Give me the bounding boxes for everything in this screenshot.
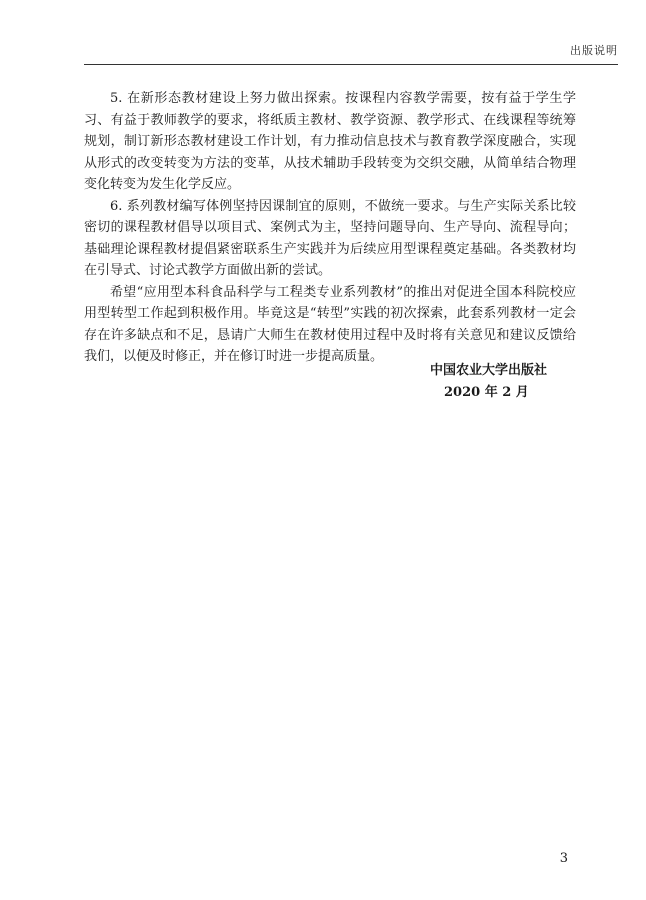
page-number: 3 — [559, 851, 568, 866]
paragraph-closing: 希望“应用型本科食品科学与工程类专业系列教材”的推出对促进全国本科院校应用型转型工作起到积极作用。毕竟这是“转型”实践的初次探索，此套系列教材一定会存在许多缺点和不足，恳请广大师生在教材使用过程中及时将有关意见和建议反馈给我们，以便及时修正，并在修订时进一步提高质量。 — [84, 284, 576, 364]
body-text — [84, 88, 576, 368]
running-head: 出版说明 — [570, 44, 618, 57]
publication-date: 2020 年 2 月 — [444, 385, 529, 400]
publisher-name: 中国农业大学出版社 — [430, 363, 548, 378]
paragraph-5: 5. 在新形态教材建设上努力做出探索。按课程内容教学需要，按有益于学生学习、有益于教师教学的要求，将纸质主教材、教学资源、教学形式、在线课程等统筹规划，制订新形态教材建设工作计划，有力推动信息技术与教育教学深度融合，实现从形式的改变转变为方法的变革，从技术辅助手段转变为交织交融，从简单结合物理变化转变为发生化学反应。 — [84, 91, 576, 192]
paragraph-6: 6. 系列教材编写体例坚持因课制宜的原则，不做统一要求。与生产实际关系比较密切的课程教材倡导以项目式、案例式为主，坚持问题导向、生产导向、流程导向；基础理论课程教材提倡紧密联系生产实践并为后续应用型课程奠定基础。各类教材均在引导式、讨论式教学方面做出新的尝试。 — [84, 198, 576, 278]
signoff-block — [430, 360, 590, 404]
header-rule — [84, 64, 618, 65]
